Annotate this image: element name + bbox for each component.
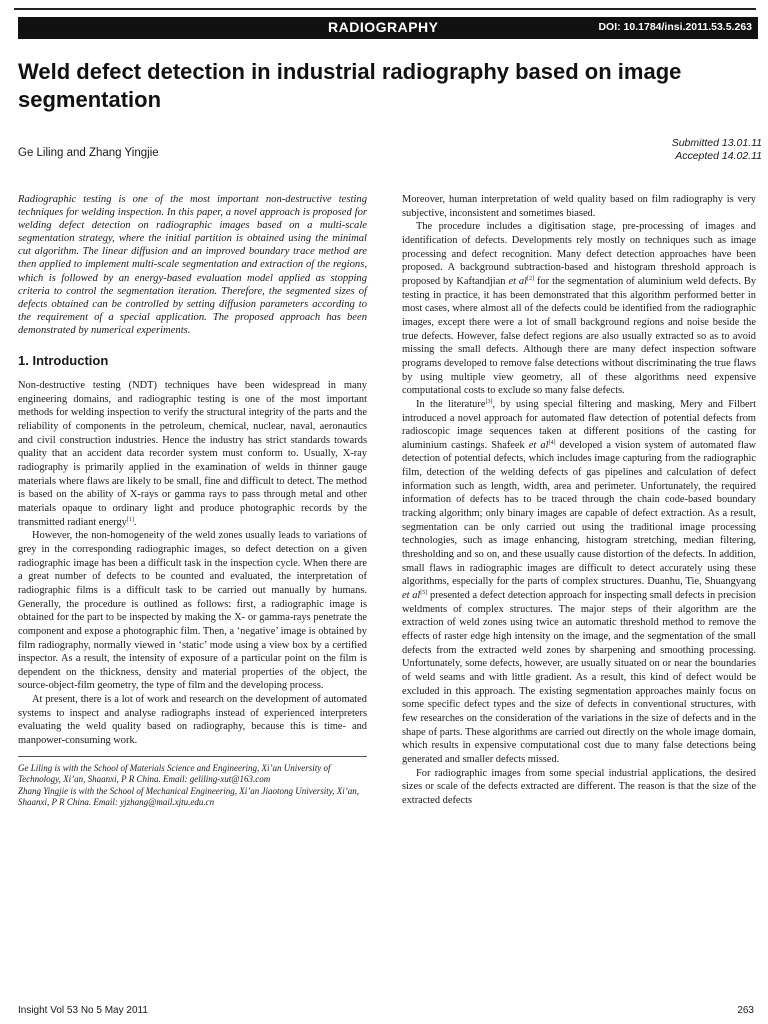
author-line: Ge Liling and Zhang Yingjie [18,147,159,159]
top-rule [14,8,756,10]
body-paragraph-3: In the literature[3], by using special filtering and masking, Mery and Filbert introduced a novel approach for automated flaw detection of potential defects from radioscopic image sequences taken at different positions of the casting for aluminium castings. Shafeek et al[4] developed a vision system of automated flaw detection of potential defects, which includes image capturing from the radiographic film, detection of the welding defects of gas pipelines and calculation of defect information such as length, width, area and perimeter. Unfortunately, the required information of defects has to be traced through the chain code-based boundary tracking algorithm; only binary images are capable of defect extraction. As a result, segmentation can be only carried out using the traditional image processing technologies, such as image enhancing, histogram stretching, median filtering, thresholding and so on, and these usually cause distortion of the defects. In addition, small flaws in radiographic images are difficult to detect accurately using these algorithms, especially for the parts of complex structures. Duanhu, Tie, Shuangyang et al[5] presented a defect detection approach for inspecting small defects in precision weldments of complex structures. The major steps of their algorithm are the extraction of weld zones using twice an automatic threshold method to remove the effects of raster edge high intensity on the image, and the segmentation of the small defects from the extracted weld zones by sharpening and smoothing processing. Unfortunately, some defects, however, are usually situated on or near the boundaries of weld seams and with little gradient. As a result, this kind of defect would be excluded in this approach. The existing segmentation approaches mainly focus on some specific defect types and the size of defects in conventional structures, with few researches on the consideration of the variations in the size of defects and in the shape of parts. These algorithms are carried out directly on the whole image domain, which results in expensive computational cost due to many false detections being generated and smaller defects missed. [402,398,756,765]
submission-dates [672,137,762,163]
intro-paragraph-1: Non-destructive testing (NDT) techniques have been widespread in many engineering domains, and radiographic testing is one of the most important methods for welding inspection to verify the structural integrity of the parts and the reliability of components in the petroleum, chemical, nuclear, naval, aeronautics and civil construction industries. Hence the industry has strict standards towards quality that an accident data recorder system must conform to. Usually, X-ray radiography is primarily applied in the examination of welds in thinner gauge materials where flaws are likely to be small, fine and difficult to detect. The method is based on the ability of X-rays or gamma rays to pass through metal and other materials opaque to ordinary light and produce photographic records by the transmitted radiant energy[1]. [18,380,367,528]
citation-ref: [4] [548,439,556,446]
body-paragraph-2: The procedure includes a digitisation stage, pre-processing of images and identification of defects. Developments rely mostly on techniques such as image processing and defect recognition. Many defect detection approaches have been proposed. A background subtraction-based and histogram threshold approach is proposed by Kaftandjian et al[2] for the segmentation of aluminium weld defects. By testing in practice, it has been demonstrated that this algorithm performed better in most cases, where almost all of the defects could be identified from the radiographic images, except there were a lot of small background regions and noise beside the true defects. However, false defect regions are also usually extracted so as to avoid missing the small defects. Although there are many defect inspection software programs developed to remove false detections without discriminating the true flaws by using multiple view geometry, all of these algorithms need expensive computational costs to exclude so many false defects. [402,221,757,397]
introduction-heading: 1. Introduction [18,353,109,369]
doi-label: DOI: 10.1784/insi.2011.53.5.263 [598,21,752,33]
body-paragraph-4: For radiographic images from some special industrial applications, the desired sizes or scale of the defects extracted are different. The reason is that the size of the extracted defects [402,767,756,806]
citation-ref: [2] [527,275,535,282]
article-title: Weld defect detection in industrial radiography based on image segmentation [18,59,682,112]
left-column [18,193,367,808]
intro-paragraph-2: However, the non-homogeneity of the weld zones usually leads to variations of grey in the corresponding radiographic images, so defect detection on a given radiographic image has been a difficult task in the inspection cycle. When there are a great number of defects to be counted and evaluated, the interpretation of radiographic films is a difficult task to be carried out manually by humans. Generally, the procedure is outlined as follows: first, a radiographic image is obtained for the part to be inspected by making the X- or gamma-rays penetrate the component and expose a photographic film. Then, a ‘negative’ image is obtained by film radiography, normally viewed in ‘static’ mode using a view box by a certified inspector. As a result, the intensity of exposure of a particular point on the film is dependent on the thickness, density and material properties of the object, the source-object-film geometry, the type of film and the developing process. [18,530,367,692]
citation-ref: [1] [126,516,134,523]
accepted-date: Accepted 14.02.11 [675,150,762,162]
page-number: 263 [737,1005,754,1016]
author-footnote-2: Zhang Yingjie is with the School of Mechanical Engineering, Xi’an Jiaotong University, Xi’an, Shaanxi, P R China. Email: yjzhang@mail.xjtu.edu.cn [18,785,360,807]
journal-footer: Insight Vol 53 No 5 May 2011 [18,1005,148,1016]
right-column [402,193,756,808]
intro-paragraph-3: At present, there is a lot of work and research on the development of automated systems to inspect and analyse radiographs instead of experienced interpreters evaluating the weld quality based on radiography, because this is time- and manpower-consuming work. [18,694,367,747]
body-paragraph-1: Moreover, human interpretation of weld quality based on film radiography is very subjective, inconsistent and sometimes biased. [402,194,756,219]
citation-ref: [5] [420,590,428,597]
footnote-divider [18,756,367,757]
submitted-date: Submitted 13.01.11 [671,137,762,149]
section-header-bar [18,17,758,39]
abstract: Radiographic testing is one of the most important non-destructive testing techniques for welding inspection. In this paper, a novel approach is proposed for welding defect detection on radiographic images based on a multi-scale segmentation strategy, where the initial partition is obtained using the minimal cut algorithm. The linear diffusion and an improved boundary trace method are then applied to implement multi-scale segmentation and extraction of the regions, which is followed by an energy-based evaluation model applied as stopping criteria to control the segmentation iteration. Therefore, the segmented sizes of defects obtained can be controlled by setting diffusion parameters according to the requirement of a special application. The proposed approach has been demonstrated by numerical experiments. [18,194,367,336]
author-footnote-1: Ge Liling is with the School of Materials Science and Engineering, Xi’an University of Technology, Xi’an, Shaanxi, P R China. Email: geliling-xut@163.com [18,762,331,785]
citation-ref: [3] [485,398,493,405]
section-label: RADIOGRAPHY [328,19,439,35]
